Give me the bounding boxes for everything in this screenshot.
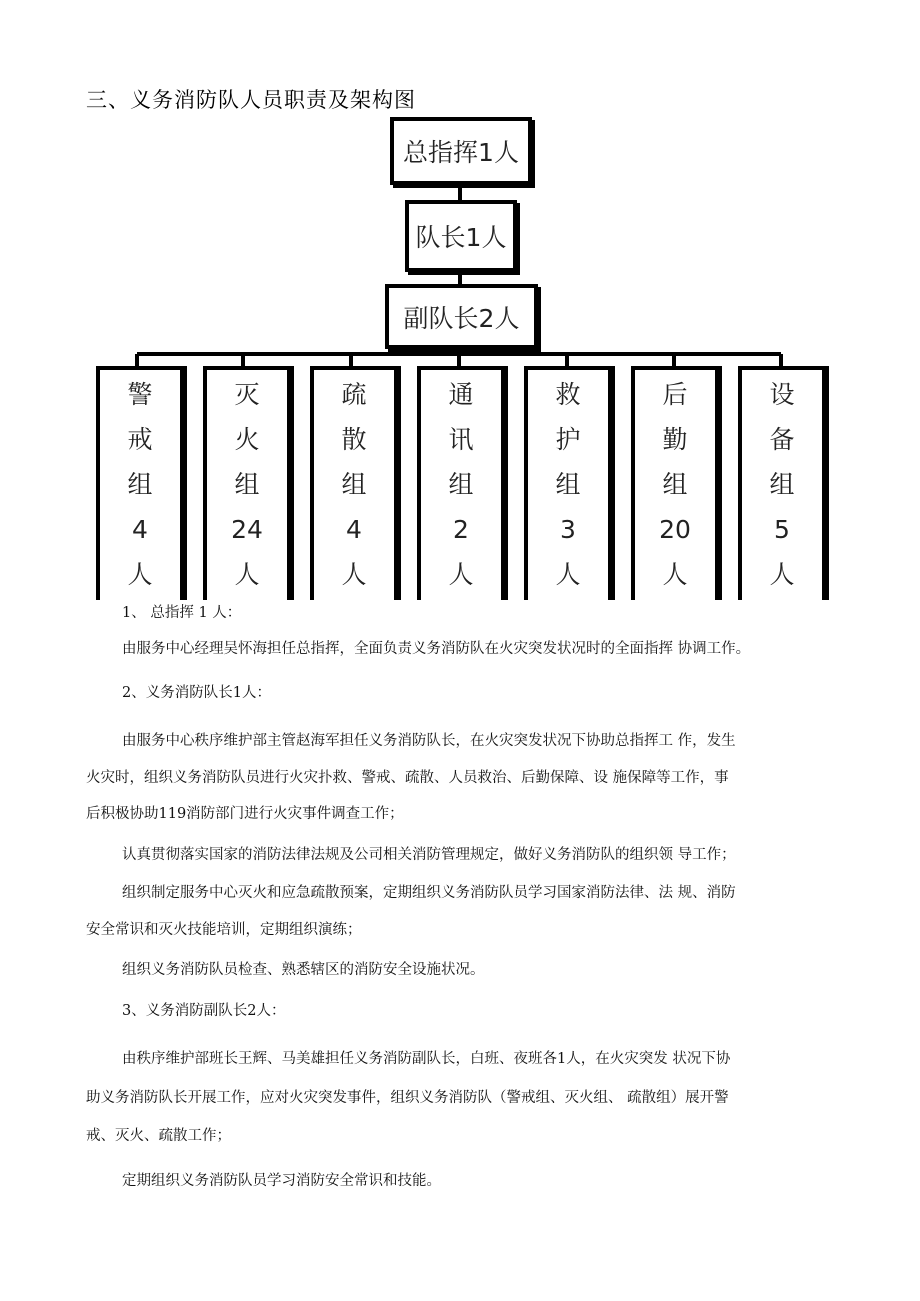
group-char: 组 <box>448 470 474 499</box>
group-equipment <box>738 366 826 600</box>
para-vice-training: 定期组织义务消防队员学习消防安全常识和技能。 <box>122 1173 441 1189</box>
group-char: 人 <box>127 560 153 589</box>
group-count: 4 <box>132 515 148 544</box>
group-char: 护 <box>555 425 581 454</box>
heading-commander: 1、 总指挥 1 人： <box>122 605 242 621</box>
group-char: 组 <box>234 470 260 499</box>
group-rescue <box>524 366 612 600</box>
group-count: 3 <box>560 515 576 544</box>
para-captain-line1: 由服务中心秩序维护部主管赵海军担任义务消防队长，在火灾突发状况下协助总指挥工 作，发生 <box>122 733 736 749</box>
para-duty-plan-line1: 组织制定服务中心灭火和应急疏散预案，定期组织义务消防队员学习国家消防法律、法 规、消防 <box>122 885 736 901</box>
group-comms <box>417 366 505 600</box>
para-duty-plan-line2: 安全常识和灭火技能培训，定期组织演练； <box>86 922 362 938</box>
group-char: 备 <box>769 425 795 454</box>
group-logistics <box>631 366 719 600</box>
group-char: 疏 <box>341 380 367 409</box>
vice-captain-box <box>385 284 538 349</box>
group-char: 组 <box>662 470 688 499</box>
group-firefight <box>203 366 291 600</box>
group-char: 人 <box>662 560 688 589</box>
vice-captain-label: 副队长2人 <box>403 303 520 333</box>
captain-label: 队长1人 <box>415 223 507 252</box>
captain-box <box>405 200 517 272</box>
group-char: 火 <box>234 425 260 454</box>
group-char: 设 <box>769 380 795 409</box>
group-char: 后 <box>662 380 688 409</box>
group-char: 戒 <box>127 425 153 454</box>
group-char: 讯 <box>448 425 474 454</box>
group-count: 4 <box>346 515 362 544</box>
group-char: 人 <box>769 560 795 589</box>
group-char: 通 <box>448 380 474 409</box>
group-count: 20 <box>659 515 691 544</box>
group-char: 人 <box>555 560 581 589</box>
group-char: 灭 <box>234 380 260 409</box>
para-duty-inspect: 组织义务消防队员检查、熟悉辖区的消防安全设施状况。 <box>122 962 485 978</box>
para-vice-line2: 助义务消防队长开展工作，应对火灾突发事件，组织义务消防队（警戒组、灭火组、 疏散组）展开警 <box>86 1090 729 1106</box>
heading-captain: 2、义务消防队长1人： <box>122 685 271 701</box>
group-count: 5 <box>774 515 790 544</box>
commander-box <box>390 117 532 185</box>
group-char: 警 <box>127 380 153 409</box>
group-char: 人 <box>448 560 474 589</box>
group-char: 组 <box>127 470 153 499</box>
group-char: 勤 <box>662 425 688 454</box>
group-char: 救 <box>555 380 581 409</box>
para-duty-law: 认真贯彻落实国家的消防法律法规及公司相关消防管理规定，做好义务消防队的组织领 导工作； <box>122 847 736 863</box>
group-count: 24 <box>231 515 263 544</box>
para-commander: 由服务中心经理吴怀海担任总指挥，全面负责义务消防队在火灾突发状况时的全面指挥 协调工作。 <box>122 641 751 657</box>
group-char: 散 <box>341 425 367 454</box>
group-count: 2 <box>453 515 469 544</box>
section-title: 三、义务消防队人员职责及架构图 <box>86 88 416 112</box>
commander-label: 总指挥1人 <box>403 138 519 167</box>
group-alert <box>96 366 184 600</box>
group-char: 人 <box>341 560 367 589</box>
group-char: 人 <box>234 560 260 589</box>
group-char: 组 <box>769 470 795 499</box>
heading-vice-captain: 3、义务消防副队长2人： <box>122 1003 286 1019</box>
group-char: 组 <box>555 470 581 499</box>
para-vice-line3: 戒、灭火、疏散工作； <box>86 1128 231 1144</box>
group-evacuation <box>310 366 398 600</box>
para-captain-line2: 火灾时，组织义务消防队员进行火灾扑救、警戒、疏散、人员救治、后勤保障、设 施保障等工作，事 <box>86 770 729 786</box>
para-vice-line1: 由秩序维护部班长王辉、马美雄担任义务消防副队长，白班、夜班各1人，在火灾突发 状况下协 <box>122 1051 731 1067</box>
para-captain-line3: 后积极协助119消防部门进行火灾事件调查工作； <box>86 806 404 822</box>
group-char: 组 <box>341 470 367 499</box>
